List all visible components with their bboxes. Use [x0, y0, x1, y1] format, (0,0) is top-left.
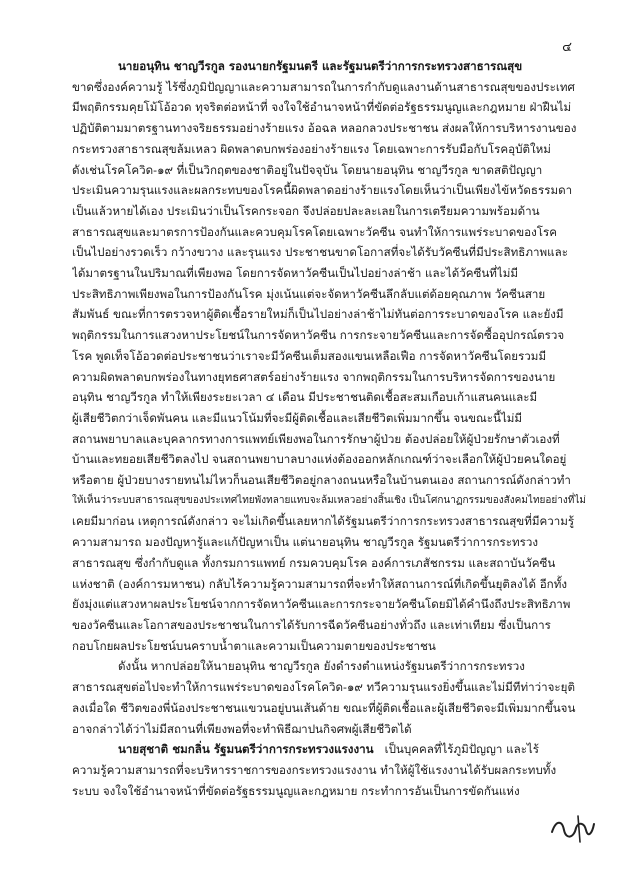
paragraph-anutin: [72, 56, 586, 656]
paragraph-lead-rest: เป็นบุคคลที่ไร้ภูมิปัญญา และไร้: [384, 742, 539, 757]
text-line: โรค พูดเท็จโอ้อวดต่อประชาชนว่าเราจะมีวัคซีนเต็มสองแขนเหลือเฟือ การจัดหาวัคซีนโดยรวมมี: [72, 348, 547, 363]
paragraph-lead: นายอนุทิน ชาญวีรกูล รองนายกรัฐมนตรี และรัฐมนตรีว่าการกระทรวงสาธารณสุข: [118, 59, 523, 73]
text-line: ปฏิบัติตามมาตรฐานทางจริยธรรมอย่างร้ายแรง อ้อฉล หลอกลวงประชาชน ส่งผลให้การบริหารงานของ: [72, 121, 577, 136]
text-line: ได้มาตรฐานในปริมาณที่เพียงพอ โดยการจัดหาวัคซีนเป็นไปอย่างล่าช้า และได้วัคซีนที่ไม่มี: [72, 266, 519, 281]
signature-mark: [548, 812, 596, 850]
text-line: ลงเมื่อใด ชีวิตของพี่น้องประชาชนแขวนอยู่บนเส้นด้าย ขณะที่ผู้ติดเชื้อและผู้เสียชีวิตจะมีเพิ่มมากขึ้นจน: [72, 700, 576, 715]
text-line: กอบโกยผลประโยชน์บนคราบน้ำตาและความเป็นความตายของประชาชน: [72, 638, 436, 653]
text-line: อาจกล่าวได้ว่าไม่มีสถานที่เพียงพอที่จะทำพิธีฌาปนกิจศพผู้เสียชีวิตได้: [72, 721, 412, 736]
text-line: เป็นแล้วหายได้เอง ประเมินว่าเป็นโรคกระจอก จึงปล่อยปละละเลยในการเตรียมความพร้อมด้าน: [72, 203, 540, 218]
paragraph-lead: นายสุชาติ ชมกลิ่น รัฐมนตรีว่าการกระทรวงแรงงาน: [118, 742, 374, 757]
text-line: สัมพันธ์ ขณะที่การตรวจหาผู้ติดเชื้อรายใหม่ก็เป็นไปอย่างล่าช้าไม่ทันต่อการระบาดของโรค และยังมี: [72, 307, 564, 322]
page-number: ๔: [562, 40, 572, 55]
text-line: สาธารณสุขและมาตรการป้องกันและควบคุมโรคโดยเฉพาะวัคซีน จนทำให้การแพร่ระบาดของโรค: [72, 224, 558, 239]
text-line: สาธารณสุขต่อไปจะทำให้การแพร่ระบาดของโรคโควิด-๑๙ ทวีความรุนแรงยิ่งขึ้นและไม่มีทีท่าว่าจะยุติ: [72, 680, 575, 695]
text-line: ดังเช่นโรคโควิด-๑๙ ที่เป็นวิกฤตของชาติอยู่ในปัจจุบัน โดยนายอนุทิน ชาญวีรกูล ขาดสติปัญญา: [72, 162, 543, 177]
text-line: ประสิทธิภาพเพียงพอในการป้องกันโรค มุ่งเน้นแต่จะจัดหาวัคซีนลึกลับแต่ด้อยคุณภาพ วัคซีนสาย: [72, 286, 546, 301]
text-line: หรือตาย ผู้ป่วยบางรายทนไม่ไหวก็นอนเสียชีวิตอยู่กลางถนนหรือในบ้านตนเอง สถานการณ์ดังกล่าวทำ: [72, 473, 571, 488]
document-body: [72, 56, 586, 801]
text-line: อนุทิน ชาญวีรกูล ทำให้เพียงระยะเวลา ๔ เดือน มีประชาชนติดเชื้อสะสมเกือบเก้าแสนคนและมี: [72, 390, 538, 405]
paragraph-conclusion: [72, 656, 586, 739]
text-line: ขาดซึ่งองค์ความรู้ ไร้ซึ่งภูมิปัญญาและความสามารถในการกำกับดูแลงานด้านสาธารณสุขของประเทศ: [72, 79, 575, 94]
text-line: ระบบ จงใจใช้อำนาจหน้าที่ขัดต่อรัฐธรรมนูญและกฎหมาย กระทำการอันเป็นการขัดกันแห่ง: [72, 783, 520, 798]
paragraph-lead-line: [72, 739, 586, 760]
text-line: ความสามารถ มองปัญหารู้และแก้ปัญหาเป็น แต่นายอนุทิน ชาญวีรกูล รัฐมนตรีว่าการกระทรวง: [72, 535, 539, 550]
text-line: เป็นไปอย่างรวดเร็ว กว้างขวาง และรุนแรง ประชาชนขาดโอกาสที่จะได้รับวัคซีนที่มีประสิทธิภาพและ: [72, 245, 568, 260]
text-line: ดังนั้น หากปล่อยให้นายอนุทิน ชาญวีรกูล ยังดำรงตำแหน่งรัฐมนตรีว่าการกระทรวง: [118, 659, 525, 674]
text-line: ยังมุ่งแต่แสวงหาผลประโยชน์จากการจัดหาวัคซีนและการกระจายวัคซีนโดยมิได้คำนึงถึงประสิทธิภาพ: [72, 597, 571, 612]
text-line: มีพฤติกรรมคุยโม้โอ้อวด ทุจริตต่อหน้าที่ จงใจใช้อำนาจหน้าที่ขัดต่อรัฐธรรมนูญและกฎหมาย ฝ่าฝืนไม่: [72, 100, 572, 115]
text-line: พฤติกรรมในการแสวงหาประโยชน์ในการจัดหาวัคซีน การกระจายวัคซีนและการจัดซื้ออุปกรณ์ตรวจ: [72, 328, 565, 343]
text-line: สาธารณสุข ซึ่งกำกับดูแล ทั้งกรมการแพทย์ กรมควบคุมโรค องค์การเภสัชกรรม และสถาบันวัคซีน: [72, 555, 556, 570]
text-line: ผู้เสียชีวิตกว่าเจ็ดพันคน และมีแนวโน้มที่จะมีผู้ติดเชื้อและเสียชีวิตเพิ่มมากขึ้น จนขณะนี้ไม่มี: [72, 410, 523, 425]
paragraph-suchart: [72, 739, 586, 801]
text-line: ให้เห็นว่าระบบสาธารณสุขของประเทศไทยพังทลายแทบจะล้มเหลวอย่างสิ้นเชิง เป็นโศกนาฏกรรมของสังคมไทยอย่างที่ไม่: [72, 494, 586, 506]
text-line: สถานพยาบาลและบุคลากรทางการแพทย์เพียงพอในการรักษาผู้ป่วย ต้องปล่อยให้ผู้ป่วยรักษาตัวเองที่: [72, 431, 560, 446]
text-line: ของวัคซีนและโอกาสของประชาชนในการได้รับการฉีดวัคซีนอย่างทั่วถึง และเท่าเทียม ซึ่งเป็นการ: [72, 617, 551, 632]
text-line: แห่งชาติ (องค์การมหาชน) กลับไร้ความรู้ความสามารถที่จะทำให้สถานการณ์ที่เกิดขึ้นยุติลงได้ อีกทั้ง: [72, 576, 568, 591]
text-line: เคยมีมาก่อน เหตุการณ์ดังกล่าว จะไม่เกิดขึ้นเลยหากได้รัฐมนตรีว่าการกระทรวงสาธารณสุขที่มีความรู้: [72, 514, 575, 529]
text-line: ประเมินความรุนแรงและผลกระทบของโรคนี้ผิดพลาดอย่างร้ายแรงโดยเห็นว่าเป็นเพียงไข้หวัดธรรมดา: [72, 183, 573, 198]
text-line: ความรู้ความสามารถที่จะบริหารราชการของกระทรวงแรงงาน ทำให้ผู้ใช้แรงงานได้รับผลกระทบทั้ง: [72, 762, 557, 777]
text-line: กระทรวงสาธารณสุขล้มเหลว ผิดพลาดบกพร่องอย่างร้ายแรง โดยเฉพาะการรับมือกับโรคอุบัติใหม่: [72, 141, 551, 156]
text-line: บ้านและทยอยเสียชีวิตลงไป จนสถานพยาบาลบางแห่งต้องออกหลักเกณฑ์ว่าจะเลือกให้ผู้ป่วยคนใดอยู่: [72, 452, 567, 467]
text-line: ความผิดพลาดบกพร่องในทางยุทธศาสตร์อย่างร้ายแรง จากพฤติกรรมในการบริหารจัดการของนาย: [72, 369, 556, 384]
